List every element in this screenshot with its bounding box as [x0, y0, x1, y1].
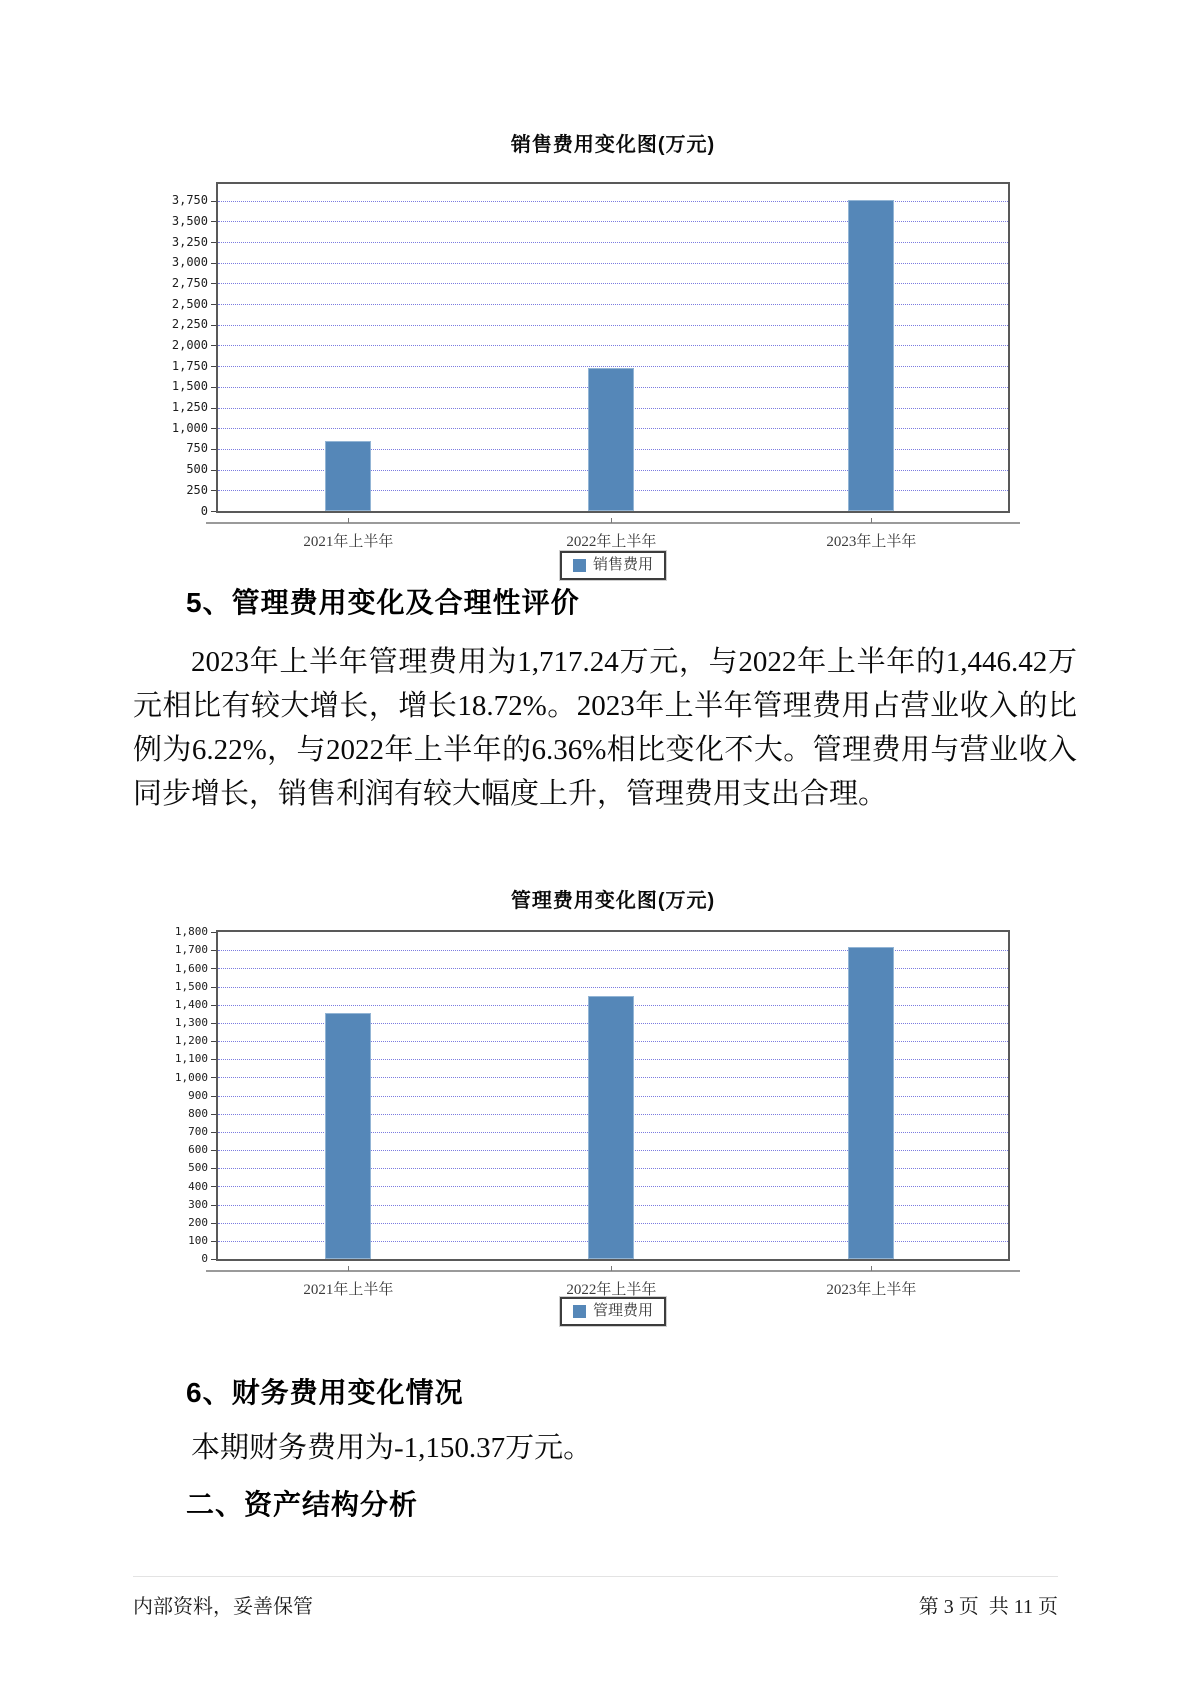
x-axis-tick [348, 1266, 349, 1271]
y-axis-label: 1,500 [171, 379, 208, 394]
x-axis-line [206, 522, 1020, 524]
x-axis-category-label: 2022年上半年 [566, 534, 657, 550]
y-axis-tick [211, 987, 216, 988]
y-axis-label: 1,200 [174, 1034, 208, 1048]
y-axis-tick [211, 408, 216, 409]
y-axis-label: 500 [186, 462, 208, 477]
y-axis-tick [211, 1132, 216, 1133]
y-axis-tick [211, 263, 216, 264]
y-axis-tick [211, 1023, 216, 1024]
y-axis-label: 500 [188, 1161, 208, 1175]
legend-swatch-icon [573, 1305, 586, 1318]
x-axis-tick [611, 518, 612, 523]
y-axis-label: 1,500 [174, 979, 208, 993]
y-axis-label: 0 [201, 1252, 208, 1266]
y-axis-label: 1,000 [174, 1070, 208, 1084]
y-axis-label: 1,800 [174, 925, 208, 939]
x-axis-tick [871, 518, 872, 523]
x-axis-line [206, 1270, 1020, 1272]
y-axis-tick [211, 932, 216, 933]
bar-2021年上半年 [325, 1013, 371, 1259]
y-axis-tick [211, 1223, 216, 1224]
legend-swatch-icon [573, 559, 586, 572]
y-axis-label: 200 [188, 1215, 208, 1229]
y-axis-label: 300 [188, 1197, 208, 1211]
y-axis-label: 700 [188, 1125, 208, 1138]
x-axis-category-label: 2021年上半年 [303, 534, 394, 550]
y-axis-label: 3,500 [171, 213, 208, 228]
section-5-heading: 5、管理费用变化及合理性评价 [186, 587, 580, 618]
y-axis-label: 750 [186, 441, 208, 456]
y-axis-label: 100 [188, 1234, 208, 1247]
y-axis-label: 2,250 [171, 317, 208, 332]
bar-2023年上半年 [848, 947, 894, 1259]
section-6-paragraph: 本期财务费用为-1,150.37万元。 [191, 1432, 593, 1464]
x-axis-category-label: 2022年上半年 [566, 1282, 657, 1298]
management-expense-chart-plot [216, 930, 1010, 1261]
x-axis-tick [871, 1266, 872, 1271]
y-axis-label: 900 [188, 1088, 208, 1102]
x-axis-category-label: 2021年上半年 [303, 1282, 394, 1298]
y-axis-tick [211, 242, 216, 243]
management-expense-chart-title: 管理费用变化图(万元) [510, 890, 716, 912]
y-axis-tick [211, 428, 216, 429]
y-axis-tick [211, 1005, 216, 1006]
y-axis-label: 1,250 [171, 400, 208, 415]
y-axis-tick [211, 325, 216, 326]
y-axis-tick [211, 511, 216, 512]
y-axis-tick [211, 304, 216, 305]
y-axis-tick [211, 1041, 216, 1042]
sales-expense-chart-plot [216, 182, 1010, 513]
y-axis-tick [211, 449, 216, 450]
y-axis-label: 1,000 [171, 420, 208, 435]
y-axis-label: 0 [200, 503, 208, 518]
y-axis-tick [211, 1205, 216, 1206]
y-axis-tick [211, 221, 216, 222]
y-axis-label: 2,500 [171, 296, 208, 311]
sales-expense-chart-title: 销售费用变化图(万元) [510, 134, 716, 156]
y-axis-label: 600 [188, 1143, 208, 1157]
y-axis-tick [211, 201, 216, 202]
y-axis-label: 1,700 [174, 943, 208, 957]
y-axis-tick [211, 1096, 216, 1097]
y-axis-tick [211, 1059, 216, 1060]
y-axis-label: 1,100 [174, 1052, 208, 1066]
y-axis-label: 1,750 [171, 358, 208, 373]
y-axis-tick [211, 283, 216, 284]
management-expense-chart-legend [560, 1297, 666, 1326]
y-axis-tick [211, 1077, 216, 1078]
y-axis-label: 800 [188, 1106, 208, 1120]
legend-label: 管理费用 [592, 1303, 654, 1319]
y-axis-tick [211, 1168, 216, 1169]
x-axis-tick [348, 518, 349, 523]
y-axis-label: 3,250 [171, 234, 208, 249]
y-axis-tick [211, 1114, 216, 1115]
y-axis-tick [211, 1150, 216, 1151]
footer-page-number: 第 3 页 共 11 页 [918, 1596, 1058, 1618]
y-axis-tick [211, 1259, 216, 1260]
y-axis-tick [211, 345, 216, 346]
y-axis-label: 2,000 [171, 337, 208, 352]
y-axis-tick [211, 470, 216, 471]
y-axis-label: 1,600 [174, 961, 208, 975]
x-axis-category-label: 2023年上半年 [826, 1282, 917, 1298]
x-axis-category-label: 2023年上半年 [826, 534, 917, 550]
bar-2022年上半年 [588, 368, 634, 511]
sales-expense-chart-legend [560, 551, 666, 580]
section-asset-structure-heading: 二、资产结构分析 [186, 1489, 419, 1520]
bar-2023年上半年 [848, 200, 894, 511]
section-6-heading: 6、财务费用变化情况 [186, 1377, 464, 1408]
footer-confidential-note: 内部资料，妥善保管 [133, 1596, 313, 1618]
y-axis-label: 400 [188, 1179, 208, 1193]
bar-2021年上半年 [325, 441, 371, 511]
y-axis-tick [211, 1186, 216, 1187]
y-axis-label: 1,400 [174, 997, 208, 1011]
x-axis-tick [611, 1266, 612, 1271]
y-axis-tick [211, 968, 216, 969]
y-axis-tick [211, 1241, 216, 1242]
legend-label: 销售费用 [592, 557, 654, 573]
y-axis-tick [211, 950, 216, 951]
y-axis-tick [211, 387, 216, 388]
y-axis-tick [211, 490, 216, 491]
bar-2022年上半年 [588, 996, 634, 1259]
y-axis-label: 3,000 [171, 255, 208, 270]
section-5-paragraph: 2023年上半年管理费用为1,717.24万元，与2022年上半年的1,446.42万元相比有较大增长，增长18.72%。2023年上半年管理费用占营业收入的比例为6.22%，与2022年上半年的6.36%相比变化不大。管理费用与营业收入同步增长，销售利润有较大幅度上升，管理费用支出合理。 [133, 646, 1077, 810]
y-axis-label: 2,750 [171, 275, 208, 290]
page-footer [133, 1590, 1058, 1619]
y-axis-label: 250 [186, 482, 208, 497]
y-axis-label: 3,750 [171, 193, 208, 208]
y-axis-tick [211, 366, 216, 367]
footer-divider [133, 1576, 1058, 1577]
y-axis-label: 1,300 [174, 1016, 208, 1029]
